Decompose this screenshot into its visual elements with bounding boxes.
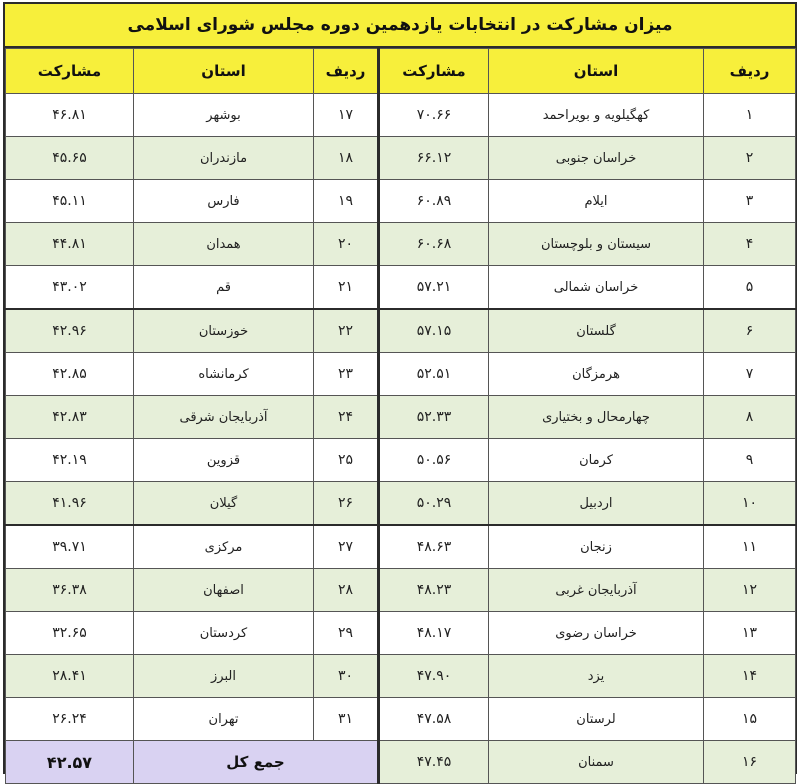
row-number-cell: ۲۲ <box>314 309 379 353</box>
province-cell: اصفهان <box>134 569 314 612</box>
table-row <box>6 266 796 310</box>
participation-cell: ۴۶.۸۱ <box>6 94 134 137</box>
province-cell: خوزستان <box>134 309 314 353</box>
row-number-cell: ۲۰ <box>314 223 379 266</box>
row-number-cell: ۲۶ <box>314 482 379 526</box>
row-number-cell: ۳۱ <box>314 698 379 741</box>
row-number-cell: ۳ <box>704 180 796 223</box>
province-cell: چهارمحال و بختیاری <box>489 396 704 439</box>
row-number-cell: ۱ <box>704 94 796 137</box>
participation-cell: ۴۸.۶۳ <box>379 525 489 569</box>
participation-cell: ۵۲.۵۱ <box>379 353 489 396</box>
participation-cell: ۴۸.۲۳ <box>379 569 489 612</box>
participation-cell: ۶۰.۸۹ <box>379 180 489 223</box>
total-value: ۴۲.۵۷ <box>6 741 134 784</box>
participation-cell: ۳۲.۶۵ <box>6 612 134 655</box>
participation-cell: ۴۸.۱۷ <box>379 612 489 655</box>
participation-cell: ۴۲.۹۶ <box>6 309 134 353</box>
row-number-cell: ۱۱ <box>704 525 796 569</box>
row-number-cell: ۲۵ <box>314 439 379 482</box>
row-number-cell: ۹ <box>704 439 796 482</box>
participation-cell: ۴۷.۴۵ <box>379 741 489 784</box>
participation-cell: ۴۲.۸۵ <box>6 353 134 396</box>
row-number-cell: ۲۸ <box>314 569 379 612</box>
province-cell: هرمزگان <box>489 353 704 396</box>
participation-cell: ۴۱.۹۶ <box>6 482 134 526</box>
header-participation-left: مشارکت <box>6 49 134 94</box>
participation-cell: ۵۰.۵۶ <box>379 439 489 482</box>
table-row <box>6 569 796 612</box>
row-number-cell: ۲ <box>704 137 796 180</box>
table-row <box>6 482 796 526</box>
table-row <box>6 698 796 741</box>
table-row <box>6 439 796 482</box>
participation-cell: ۴۵.۱۱ <box>6 180 134 223</box>
province-cell: فارس <box>134 180 314 223</box>
participation-cell: ۴۷.۹۰ <box>379 655 489 698</box>
row-number-cell: ۷ <box>704 353 796 396</box>
province-cell: ایلام <box>489 180 704 223</box>
row-number-cell: ۸ <box>704 396 796 439</box>
participation-cell: ۳۹.۷۱ <box>6 525 134 569</box>
row-number-cell: ۱۹ <box>314 180 379 223</box>
table-row <box>6 655 796 698</box>
table-row <box>6 396 796 439</box>
province-cell: قم <box>134 266 314 310</box>
province-cell: گیلان <box>134 482 314 526</box>
province-cell: بوشهر <box>134 94 314 137</box>
province-cell: کرمانشاه <box>134 353 314 396</box>
table-row <box>6 612 796 655</box>
row-number-cell: ۱۶ <box>704 741 796 784</box>
table-body <box>6 94 796 784</box>
province-cell: کردستان <box>134 612 314 655</box>
row-number-cell: ۱۵ <box>704 698 796 741</box>
participation-cell: ۴۲.۸۳ <box>6 396 134 439</box>
province-cell: سیستان و بلوچستان <box>489 223 704 266</box>
participation-cell: ۷۰.۶۶ <box>379 94 489 137</box>
participation-cell: ۶۰.۶۸ <box>379 223 489 266</box>
province-cell: آذربایجان غربی <box>489 569 704 612</box>
row-number-cell: ۱۸ <box>314 137 379 180</box>
table-row <box>6 353 796 396</box>
table-title: میزان مشارکت در انتخابات یازدهمین دوره مجلس شورای اسلامی <box>5 4 795 48</box>
province-cell: خراسان شمالی <box>489 266 704 310</box>
province-cell: لرستان <box>489 698 704 741</box>
table-row <box>6 94 796 137</box>
province-cell: تهران <box>134 698 314 741</box>
header-row-number-left: ردیف <box>314 49 379 94</box>
row-number-cell: ۵ <box>704 266 796 310</box>
row-number-cell: ۳۰ <box>314 655 379 698</box>
row-number-cell: ۴ <box>704 223 796 266</box>
province-cell: البرز <box>134 655 314 698</box>
participation-cell: ۳۶.۳۸ <box>6 569 134 612</box>
province-cell: مرکزی <box>134 525 314 569</box>
row-number-cell: ۱۴ <box>704 655 796 698</box>
participation-cell: ۵۷.۱۵ <box>379 309 489 353</box>
participation-cell: ۵۰.۲۹ <box>379 482 489 526</box>
participation-table <box>5 48 796 784</box>
participation-table-sheet <box>3 2 797 774</box>
province-cell: خراسان جنوبی <box>489 137 704 180</box>
participation-cell: ۴۴.۸۱ <box>6 223 134 266</box>
province-cell: زنجان <box>489 525 704 569</box>
header-participation-right: مشارکت <box>379 49 489 94</box>
header-province-right: استان <box>489 49 704 94</box>
table-row <box>6 223 796 266</box>
participation-cell: ۶۶.۱۲ <box>379 137 489 180</box>
participation-cell: ۴۳.۰۲ <box>6 266 134 310</box>
header-row-number-right: ردیف <box>704 49 796 94</box>
table-row <box>6 180 796 223</box>
row-number-cell: ۲۷ <box>314 525 379 569</box>
province-cell: کهگیلویه و بویراحمد <box>489 94 704 137</box>
total-label: جمع کل <box>134 741 379 784</box>
table-row <box>6 741 796 784</box>
row-number-cell: ۲۳ <box>314 353 379 396</box>
province-cell: آذربایجان شرقی <box>134 396 314 439</box>
header-province-left: استان <box>134 49 314 94</box>
province-cell: سمنان <box>489 741 704 784</box>
participation-cell: ۵۲.۳۳ <box>379 396 489 439</box>
participation-cell: ۴۲.۱۹ <box>6 439 134 482</box>
province-cell: گلستان <box>489 309 704 353</box>
province-cell: مازندران <box>134 137 314 180</box>
province-cell: یزد <box>489 655 704 698</box>
table-row <box>6 525 796 569</box>
row-number-cell: ۱۳ <box>704 612 796 655</box>
row-number-cell: ۶ <box>704 309 796 353</box>
participation-cell: ۵۷.۲۱ <box>379 266 489 310</box>
province-cell: قزوین <box>134 439 314 482</box>
row-number-cell: ۱۷ <box>314 94 379 137</box>
province-cell: اردبیل <box>489 482 704 526</box>
row-number-cell: ۲۹ <box>314 612 379 655</box>
row-number-cell: ۲۴ <box>314 396 379 439</box>
row-number-cell: ۱۰ <box>704 482 796 526</box>
province-cell: همدان <box>134 223 314 266</box>
table-row <box>6 137 796 180</box>
header-row <box>6 49 796 94</box>
participation-cell: ۴۷.۵۸ <box>379 698 489 741</box>
row-number-cell: ۲۱ <box>314 266 379 310</box>
table-row <box>6 309 796 353</box>
participation-cell: ۲۶.۲۴ <box>6 698 134 741</box>
participation-cell: ۴۵.۶۵ <box>6 137 134 180</box>
province-cell: کرمان <box>489 439 704 482</box>
province-cell: خراسان رضوی <box>489 612 704 655</box>
row-number-cell: ۱۲ <box>704 569 796 612</box>
participation-cell: ۲۸.۴۱ <box>6 655 134 698</box>
